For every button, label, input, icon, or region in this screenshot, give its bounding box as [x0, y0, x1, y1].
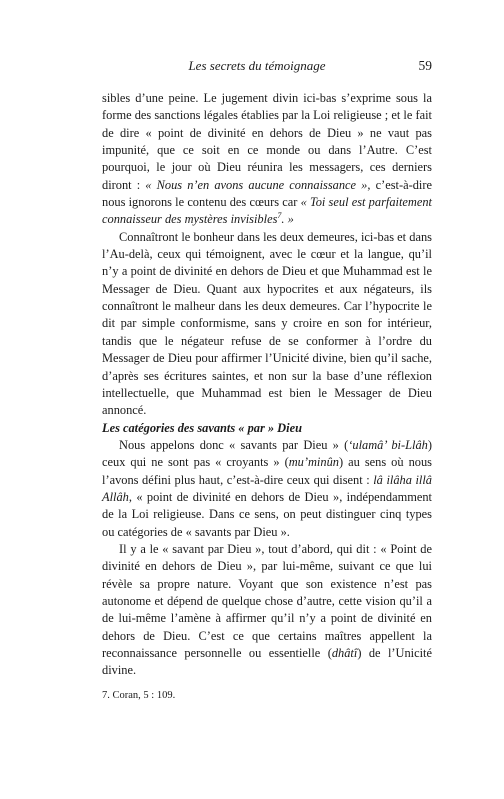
footnote-ref[interactable]: 7: [277, 211, 282, 221]
footnote-number: 7.: [102, 690, 110, 701]
running-title: Les secrets du témoignage: [188, 58, 326, 73]
page-number: 59: [418, 58, 432, 73]
paragraph-4: Il y a le « savant par Dieu », tout d’abord, qui dit : « Point de divinité en dehors de Dieu », par lui-même, suivant ce que lui révèle sa propre nature. Voyant que son existence n’est pas autonome et dépend de quelque chose d’autre, cette vision qu’il a de lui-même l’amène à affirmer qu’il n’y a point de divinité en dehors de Dieu. C’est ce que certains maîtres appellent la reconnaissance personnelle ou essentielle (dhâtî) de l’Unicité divine.: [102, 541, 432, 678]
paragraph-2: Connaîtront le bonheur dans les deux demeures, ici-bas et dans l’Au-delà, ceux qui témoignent, avec le cœur et la langue, qu’il n’y a point de divinité en dehors de Dieu et que Muhammad est le Messager de Dieu. Quant aux hypocrites et aux négateurs, ils connaîtront le malheur dans les deux demeures. Car l’hypocrite le dit par simple conformisme, sans y croire en son for intérieur, tandis que le négateur refuse de se conformer à l’ordre du Messager de Dieu pour affirmer l’Unicité divine, bien qu’il sache, d’après ses écritures saintes, et non sur la base d’une réflexion intellectuelle, que Muhammad est bien le Messager de Dieu annoncé.: [102, 229, 432, 418]
footnote: [102, 690, 175, 701]
running-head: [102, 58, 432, 80]
paragraph-1: sibles d’une peine. Le jugement divin ici-bas s’exprime sous la forme des sanctions légales établies par la Loi religieuse ; et le fait de dire « point de divinité en dehors de Dieu » ne vaut pas impunité, que ce soit en ce monde ou dans l’Autre. C’est pourquoi, le jour où Dieu réunira les messagers, ces derniers diront : « Nous n’en avons aucune connaissance », c’est-à-dire nous ignorons le contenu des cœurs car « Toi seul est parfaitement connaisseur des mystères invisibles$^7$. »: [102, 91, 433, 227]
quote-toi-seul: « Toi seul est parfaitement connaisseur des mystères invisibles$^7$. »: [102, 195, 433, 227]
footnote-text: Coran, 5 : 109.: [112, 690, 176, 701]
body-text: [102, 90, 432, 680]
section-heading: Les catégories des savants « par » Dieu: [102, 420, 302, 435]
paragraph-3: Nous appelons donc « savants par Dieu » (‘ulamâ’ bi-Llâh) ceux qui ne sont pas « croyants » (mu’minûn) au sens où nous l’avons défini plus haut, c’est-à-dire ceux qui disent : lâ ilâha illâ Allâh, « point de divinité en dehors de Dieu », indépendamment de la Loi religieuse. Dans ce sens, on peut distinguer cinq types ou catégories de « savants par Dieu ».: [102, 437, 432, 539]
quote-nous-n-en-avons: « Nous n’en avons aucune connaissance »: [145, 177, 368, 192]
page-body: [102, 58, 432, 680]
